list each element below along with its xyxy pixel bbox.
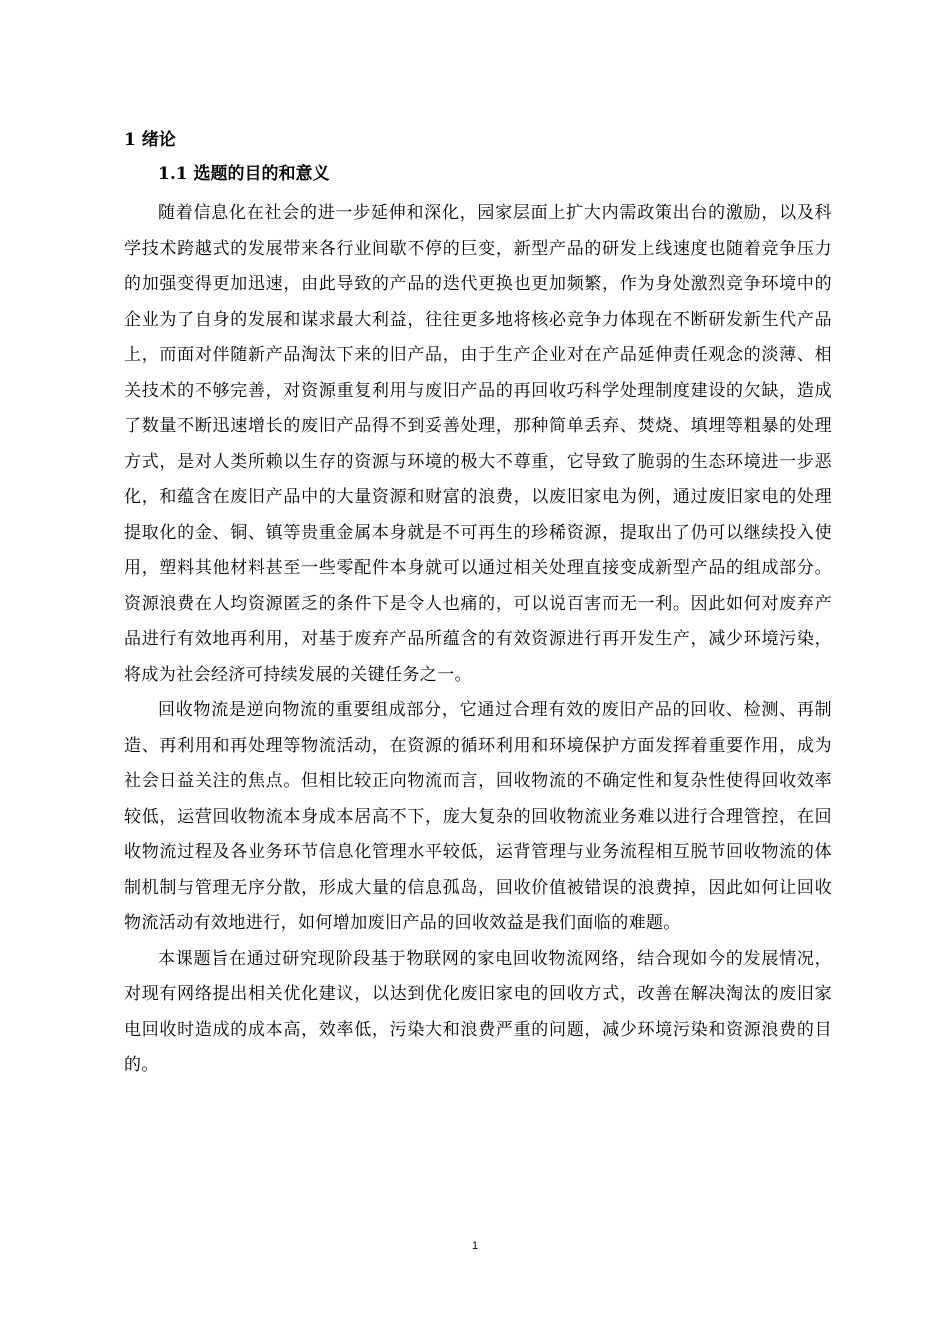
- paragraph-1: 随着信息化在社会的进一步延伸和深化，园家层面上扩大内需政策出台的激励，以及科学技术跨越式的发展带来各行业间歇不停的巨变，新型产品的研发上线速度也随着竞争压力的加强变得更加迅速，由此导致的产品的迭代更换也更加频繁，作为身处激烈竞争环境中的企业为了自身的发展和谋求最大利益，往往更多地将核必竞争力体现在不断研发新生代产品上，而面对伴随新产品淘汰下来的旧产品，由于生产企业对在产品延伸责任观念的淡薄、相关技术的不够完善，对资源重复利用与废旧产品的再回收巧科学处理制度建设的欠缺，造成了数量不断迅速增长的废旧产品得不到妥善处理，那种简单丢弃、焚烧、填埋等粗暴的处理方式，是对人类所赖以生存的资源与环境的极大不尊重，它导致了脆弱的生态环境进一步恶化，和蕴含在废旧产品中的大量资源和财富的浪费，以废旧家电为例，通过废旧家电的处理提取化的金、铜、镇等贵重金属本身就是不可再生的珍稀资源，提取出了仍可以继续投入使用，塑料其他材料甚至一些零配件本身就可以通过相关处理直接变成新型产品的组成部分。资源浪费在人均资源匿乏的条件下是令人也痛的，可以说百害而无一利。因此如何对废弃产品进行有效地再利用，对基于废弃产品所蕴含的有效资源进行再开发生产，减少环境污染，将成为社会经济可持续发展的关键任务之一。: [124, 203, 832, 685]
- page-number: 1: [471, 1240, 479, 1252]
- paragraph-3: 本课题旨在通过研究现阶段基于物联网的家电回收物流网络，结合现如今的发展情况，对现有网络提出相关优化建议，以达到优化废旧家电的回收方式，改善在解决淘汰的废旧家电回收时造成的成本高，效率低，污染大和浪费严重的问题，减少环境污染和资源浪费的目的。: [124, 948, 832, 1075]
- subsection-heading: 1.1 选题的目的和意义: [158, 164, 330, 184]
- paragraph-2: 回收物流是逆向物流的重要组成部分，它通过合理有效的废旧产品的回收、检测、再制造、再利用和再处理等物流活动，在资源的循环利用和环境保护方面发挥着重要作用，成为社会日益关注的焦点。但相比较正向物流而言，回收物流的不确定性和复杂性使得回收效率较低，运营回收物流本身成本居高不下，庞大复杂的回收物流业务难以进行合理管控，在回收物流过程及各业务环节信息化管理水平较低，运背管理与业务流程相互脱节回收物流的体制机制与管理无序分散，形成大量的信息孤岛，回收价值被错误的浪费掉，因此如何让回收物流活动有效地进行，如何增加废旧产品的回收效益是我们面临的难题。: [124, 700, 832, 933]
- body-text: [124, 196, 832, 1084]
- section-heading: 1 绪论: [124, 130, 176, 150]
